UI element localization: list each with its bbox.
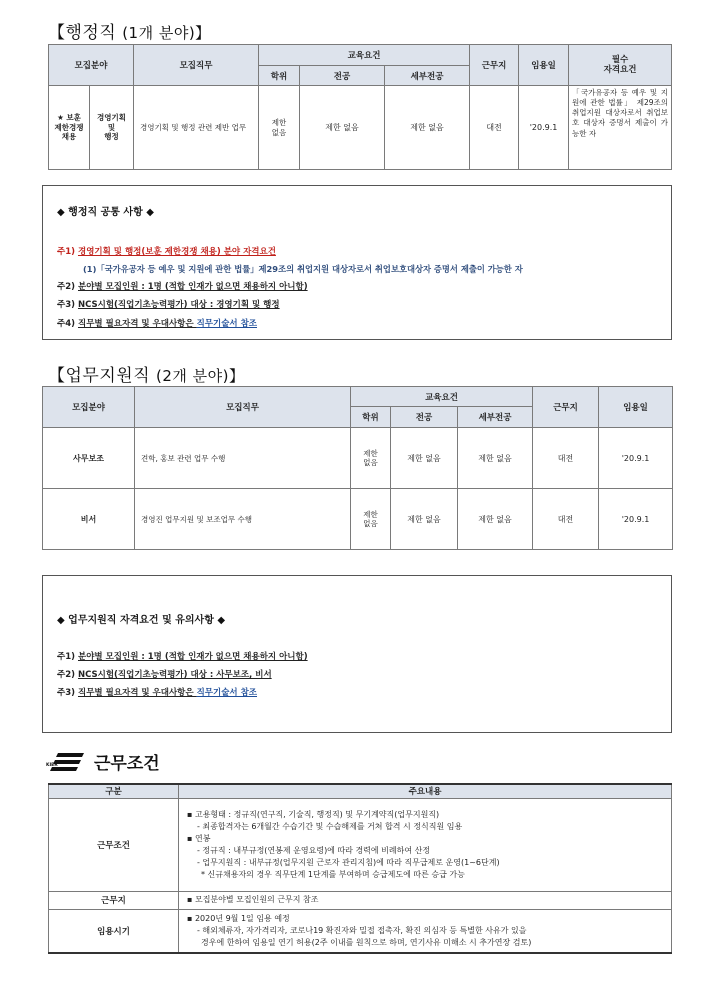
- admin-note-3-prefix: 주3): [57, 300, 78, 310]
- work-conditions-title: 근무조건: [94, 754, 160, 774]
- support-header-start: 임용일: [599, 387, 673, 428]
- work-location-label: 근무지: [49, 891, 179, 909]
- support-count-text: (2개 분야)】: [156, 367, 245, 385]
- table-row: [43, 489, 673, 550]
- work-start-line: 경우에 한하여 임용일 연기 허용(2주 이내를 원칙으로 하며, 연기사유 미해소 시 추가연장 검토): [201, 937, 532, 947]
- work-start-line: - 해외체류자, 자가격리자, 코로나19 확진자와 밀접 접촉자, 확진 의심자 등 특별한 사유가 있을: [197, 925, 527, 935]
- admin-note-1-prefix: 주1): [57, 247, 78, 257]
- support-notes-heading: ◆ 업무지원직 자격요건 및 유의사항 ◆: [57, 615, 226, 626]
- admin-header-job: 모집직무: [134, 45, 259, 86]
- support-row-2-field: 비서: [43, 489, 135, 550]
- support-row-2-major: 제한 없음: [391, 489, 458, 550]
- support-note-2-text: NCS시험(직업기초능력평가) 대상 : 사무보조, 비서: [77, 670, 272, 680]
- work-condition-line: ▪ 고용형태 : 정규직(연구직, 기술직, 행정직) 및 무기계약직(업무지원직): [187, 809, 440, 819]
- support-note-2: [57, 668, 272, 680]
- support-note-1: [57, 650, 308, 662]
- support-header-sub-major: 세부전공: [458, 407, 533, 428]
- admin-count-text: (1개 분야)】: [122, 24, 211, 42]
- work-conditions-table: [48, 783, 672, 954]
- admin-note-2-text: 분야별 모집인원 : 1명 (적합 인재가 없으면 채용하지 아니함): [77, 282, 308, 292]
- admin-note-1-sub: (1)「국가유공자 등 예우 및 지원에 관한 법률」제29조의 취업지원 대상자로서 취업보호대상자 증명서 제출이 가능한 자: [83, 264, 523, 274]
- table-row: [43, 428, 673, 489]
- admin-note-4-prefix: 주4): [57, 319, 78, 329]
- admin-row-required: 「국가유공자 등 예우 및 지원에 관한 법률」 제29조의 취업지원 대상자로서 취업보호 대상자 증명서 제출이 가능한 자: [569, 86, 672, 170]
- work-conditions-content: [179, 798, 672, 891]
- admin-note-4-link[interactable]: 직무기술서 참조: [196, 319, 258, 329]
- admin-row-degree: 제한 없음: [259, 86, 300, 170]
- admin-section-title: [48, 18, 211, 43]
- support-row-2-location: 대전: [533, 489, 599, 550]
- work-header-category: 구분: [49, 784, 179, 798]
- support-row-2-job: 경영진 업무지원 및 보조업무 수행: [135, 489, 351, 550]
- support-header-degree: 학위: [351, 407, 391, 428]
- work-header-content: 주요내용: [179, 784, 672, 798]
- support-title-text: 【업무지원직: [48, 366, 151, 386]
- admin-note-1: [57, 245, 276, 257]
- support-row-2-sub-major: 제한 없음: [458, 489, 533, 550]
- support-header-location: 근무지: [533, 387, 599, 428]
- work-conditions-label: 근무조건: [49, 798, 179, 891]
- admin-header-degree: 학위: [259, 66, 300, 86]
- support-row-1-field: 사무보조: [43, 428, 135, 489]
- support-header-field: 모집분야: [43, 387, 135, 428]
- support-row-1-major: 제한 없음: [391, 428, 458, 489]
- admin-note-4-text: 직무별 필요자격 및 우대사항은: [77, 319, 197, 329]
- support-note-3-text: 직무별 필요자격 및 우대사항은: [77, 688, 197, 698]
- admin-row-field: ★ 보훈 제한경쟁 채용: [49, 86, 90, 170]
- work-location-content: ▪ 모집분야별 모집인원의 근무지 참조: [179, 891, 672, 909]
- admin-header-major: 전공: [300, 66, 385, 86]
- admin-note-3-text: NCS시험(직업기초능력평가) 대상 : 경영기획 및 행정: [77, 300, 280, 310]
- support-note-3: [57, 686, 257, 698]
- support-notes-box: [42, 575, 672, 733]
- support-row-1-degree: 제한 없음: [351, 428, 391, 489]
- work-condition-line: ▪ 연봉: [187, 833, 211, 843]
- work-condition-line: - 업무지원직 : 내부규정(업무지원 근로자 관리지침)에 따라 직무급제로 운영(1~6단계): [197, 857, 500, 867]
- work-condition-line: - 최종합격자는 6개월간 수습기간 및 수습해제를 거쳐 합격 시 정식직원 임용: [197, 821, 463, 831]
- admin-note-1-text: 경영기획 및 행정(보훈 제한경쟁 채용) 분야 자격요건: [77, 247, 276, 257]
- support-note-3-link[interactable]: 직무기술서 참조: [196, 688, 258, 698]
- work-start-label: 임용시기: [49, 909, 179, 953]
- support-row-1-job: 견학, 홍보 관련 업무 수행: [135, 428, 351, 489]
- support-row-2-degree: 제한 없음: [351, 489, 391, 550]
- work-condition-line: * 신규채용자의 경우 직무단계 1단계를 부여하며 승급제도에 따른 승급 가능: [201, 869, 465, 879]
- admin-title-text: 【행정직: [48, 23, 117, 43]
- support-row-1-start: '20.9.1: [599, 428, 673, 489]
- support-row-1-location: 대전: [533, 428, 599, 489]
- support-header-job: 모집직무: [135, 387, 351, 428]
- admin-row-major: 제한 없음: [300, 86, 385, 170]
- kier-logo: [44, 750, 86, 774]
- kier-logo-text: KIER: [46, 763, 58, 768]
- admin-header-start: 임용일: [519, 45, 569, 86]
- support-header-major: 전공: [391, 407, 458, 428]
- work-start-content: [179, 909, 672, 953]
- admin-row-start: '20.9.1: [519, 86, 569, 170]
- support-table: [42, 386, 673, 550]
- support-row-2-start: '20.9.1: [599, 489, 673, 550]
- admin-note-2: [57, 280, 308, 292]
- admin-row-location: 대전: [470, 86, 519, 170]
- admin-row-sub-major: 제한 없음: [385, 86, 470, 170]
- admin-notes-box: [42, 185, 672, 340]
- support-note-3-prefix: 주3): [57, 688, 78, 698]
- support-section-title: [48, 361, 245, 386]
- support-note-2-prefix: 주2): [57, 670, 78, 680]
- admin-header-field: 모집분야: [49, 45, 134, 86]
- admin-header-edu: 교육요건: [259, 45, 470, 66]
- admin-notes-heading: ◆ 행정직 공통 사항 ◆: [57, 207, 154, 218]
- admin-header-sub-major: 세부전공: [385, 66, 470, 86]
- admin-row-sub-field: 경영기획 및 행정: [90, 86, 134, 170]
- work-start-line: ▪ 2020년 9월 1일 임용 예정: [187, 913, 290, 923]
- support-header-edu: 교육요건: [351, 387, 533, 407]
- admin-note-4: [57, 317, 257, 329]
- admin-header-location: 근무지: [470, 45, 519, 86]
- admin-table: [48, 44, 672, 170]
- admin-note-3: [57, 298, 280, 310]
- admin-note-2-prefix: 주2): [57, 282, 78, 292]
- admin-header-required: 필수 자격요건: [569, 45, 672, 86]
- work-condition-line: - 정규직 : 내부규정(연봉제 운영요령)에 따라 경력에 비례하여 산정: [197, 845, 431, 855]
- support-note-1-text: 분야별 모집인원 : 1명 (적합 인재가 없으면 채용하지 아니함): [77, 652, 308, 662]
- admin-row-job: 경영기획 및 행정 관련 제반 업무: [134, 86, 259, 170]
- support-row-1-sub-major: 제한 없음: [458, 428, 533, 489]
- support-note-1-prefix: 주1): [57, 652, 78, 662]
